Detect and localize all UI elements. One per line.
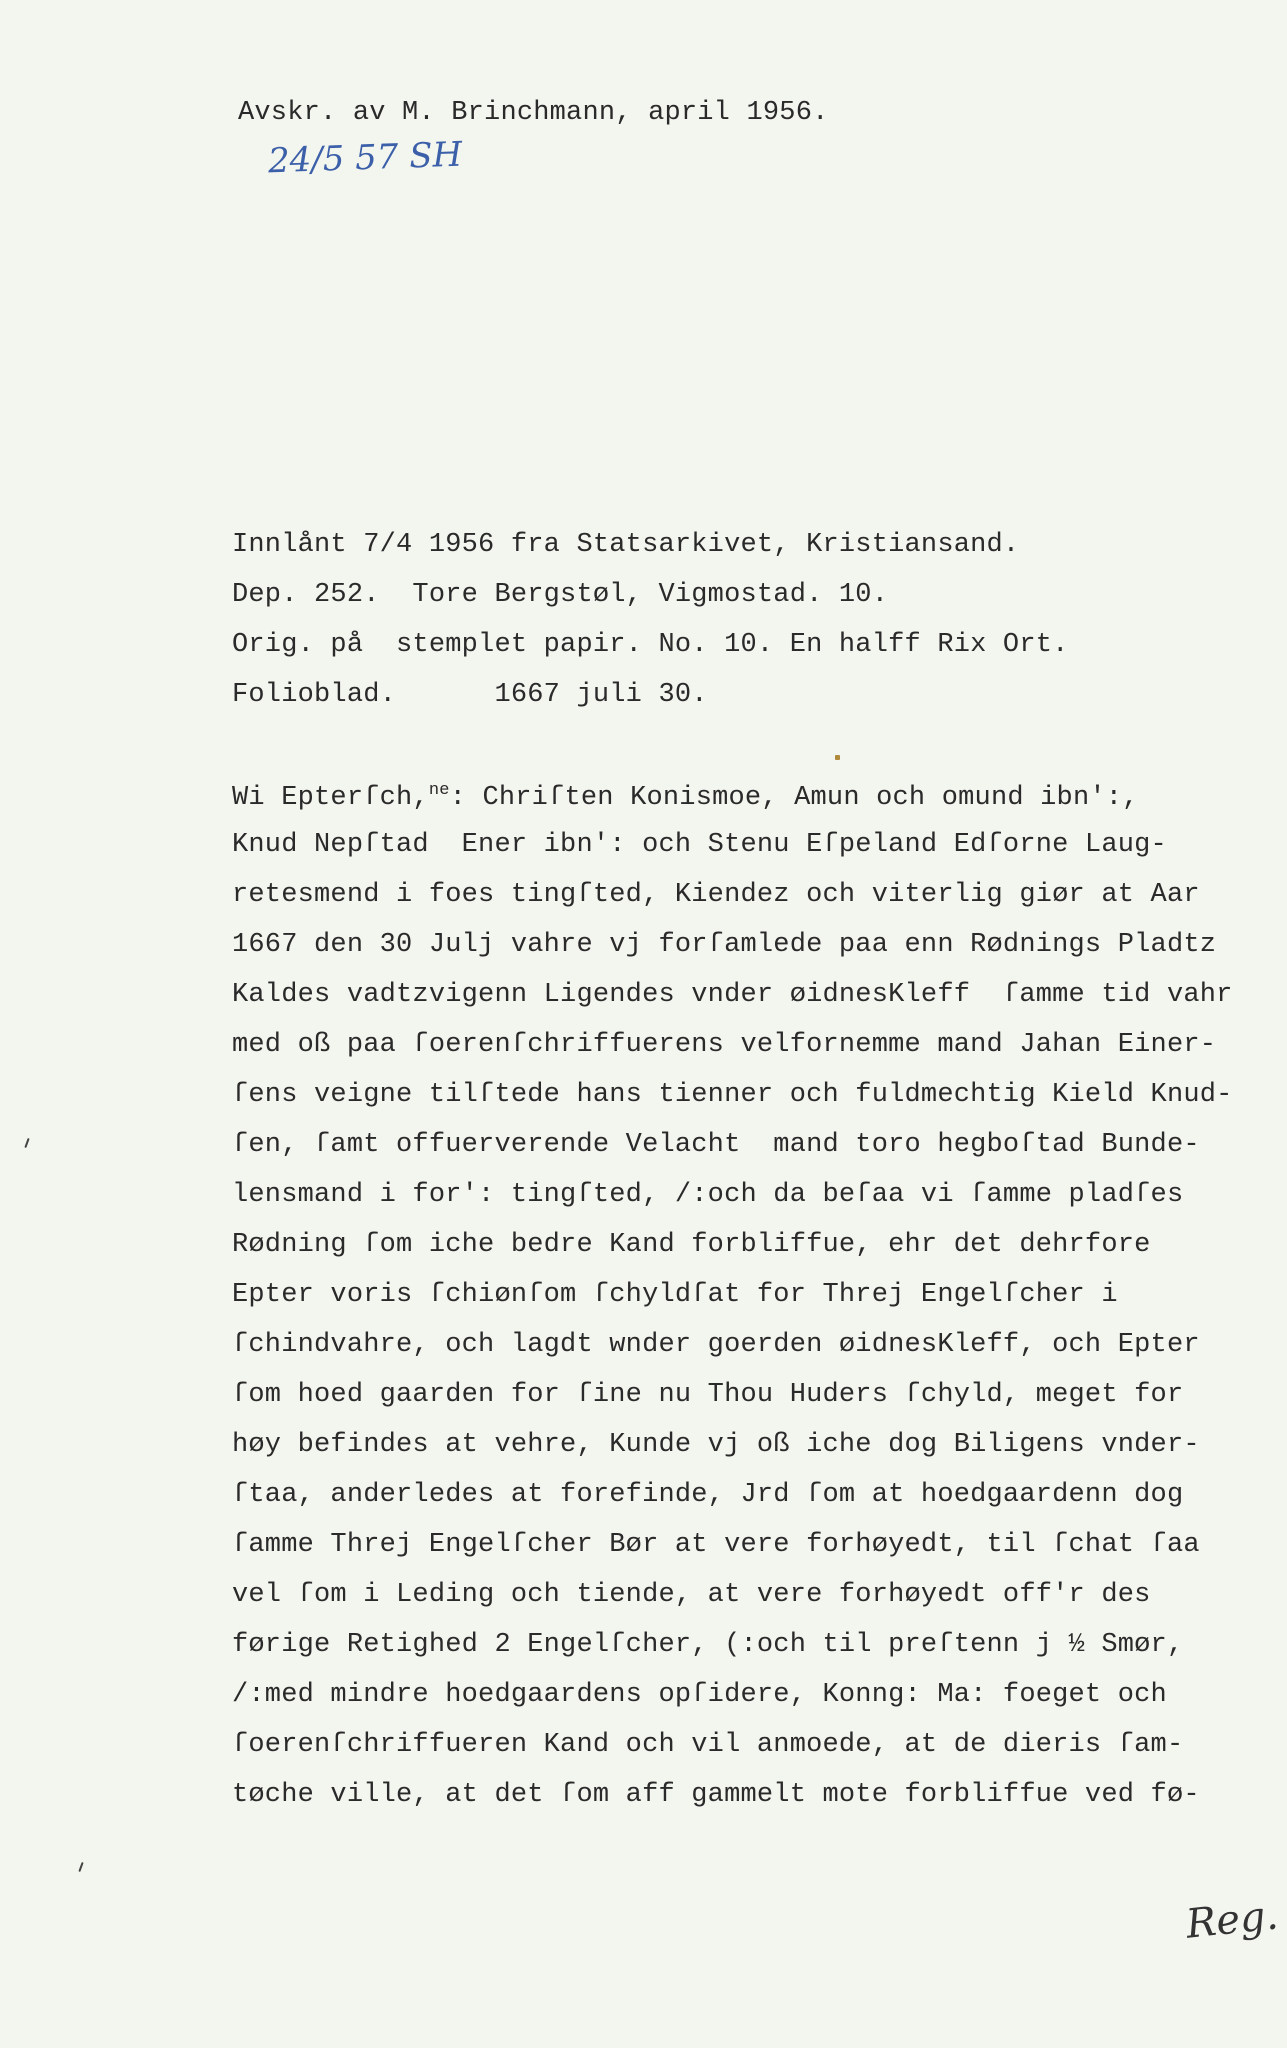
body-line-14: høy befindes at vehre, Kunde vj oß iche dog Biligens vnder-: [232, 1430, 1200, 1460]
body-line-6: med oß paa ſoerenſchriffuerens velfornemme mand Jahan Einer-: [232, 1030, 1217, 1060]
metadata-line-loan: Innlånt 7/4 1956 fra Statsarkivet, Kristiansand.: [232, 530, 1020, 560]
margin-tick-mark: [24, 1138, 29, 1148]
body-line-8: ſen, ſamt offuerverende Velacht mand toro hegboſtad Bunde-: [232, 1130, 1200, 1160]
body-line-7: ſens veigne tilſtede hans tienner och fuldmechtig Kield Knud-: [232, 1080, 1233, 1110]
body-line-3: retesmend i foes tingſted, Kiendez och viterlig giør at Aar: [232, 880, 1200, 910]
body-line-20: ſoerenſchriffueren Kand och vil anmoede, at de dieris ſam-: [232, 1730, 1184, 1760]
transcription-header: Avskr. av M. Brinchmann, april 1956.: [238, 98, 829, 128]
body-line-17: vel ſom i Leding och tiende, at vere forhøyedt off'r des: [232, 1580, 1151, 1610]
body-line-4: 1667 den 30 Julj vahre vj forſamlede paa enn Rødnings Pladtz: [232, 930, 1217, 960]
body-line-2: Knud Nepſtad Ener ibn': och Stenu Eſpeland Edſorne Laug-: [232, 830, 1167, 860]
body-line-1: [232, 782, 1139, 812]
body-line-1-pre: Wi Epterſch,: [232, 783, 429, 813]
body-line-10: Rødning ſom iche bedre Kand forbliffue, ehr det dehrfore: [232, 1230, 1151, 1260]
metadata-line-original: Orig. på stemplet papir. No. 10. En halff Rix Ort.: [232, 630, 1069, 660]
body-line-15: ſtaa, anderledes at forefinde, Jrd ſom at hoedgaardenn dog: [232, 1480, 1184, 1510]
body-line-11: Epter voris ſchiønſom ſchyldſat for Threj Engelſcher i: [232, 1280, 1118, 1310]
body-line-1-sup: ne: [428, 781, 450, 800]
margin-tick-mark-lower: [78, 1862, 83, 1872]
handwritten-reference-note: 24/5 57 SH: [267, 134, 463, 182]
body-line-16: ſamme Threj Engelſcher Bør at vere forhøyedt, til ſchat ſaa: [232, 1530, 1200, 1560]
ink-dot: [835, 755, 840, 760]
body-line-1-post: : Chriſten Konismoe, Amun och omund ibn':,: [449, 783, 1139, 813]
body-line-9: lensmand i for': tingſted, /:och da beſaa vi ſamme pladſes: [232, 1180, 1184, 1210]
body-line-18: førige Retighed 2 Engelſcher, (:och til preſtenn j ½ Smør,: [232, 1630, 1184, 1660]
metadata-line-date: Folioblad. 1667 juli 30.: [232, 680, 708, 710]
body-line-13: ſom hoed gaarden for ſine nu Thou Huders ſchyld, meget for: [232, 1380, 1184, 1410]
body-line-5: Kaldes vadtzvigenn Ligendes vnder øidnesKleff ſamme tid vahr: [232, 980, 1233, 1010]
body-line-19: /:med mindre hoedgaardens opſidere, Konng: Ma: foeget och: [232, 1680, 1167, 1710]
body-line-21: tøche ville, at det ſom aff gammelt mote forbliffue ved fø-: [232, 1780, 1200, 1810]
metadata-line-deposit: Dep. 252. Tore Bergstøl, Vigmostad. 10.: [232, 580, 889, 610]
body-line-12: ſchindvahre, och lagdt wnder goerden øidnesKleff, och Epter: [232, 1330, 1200, 1360]
registered-handwritten-mark: Reg.: [1183, 1892, 1281, 1948]
